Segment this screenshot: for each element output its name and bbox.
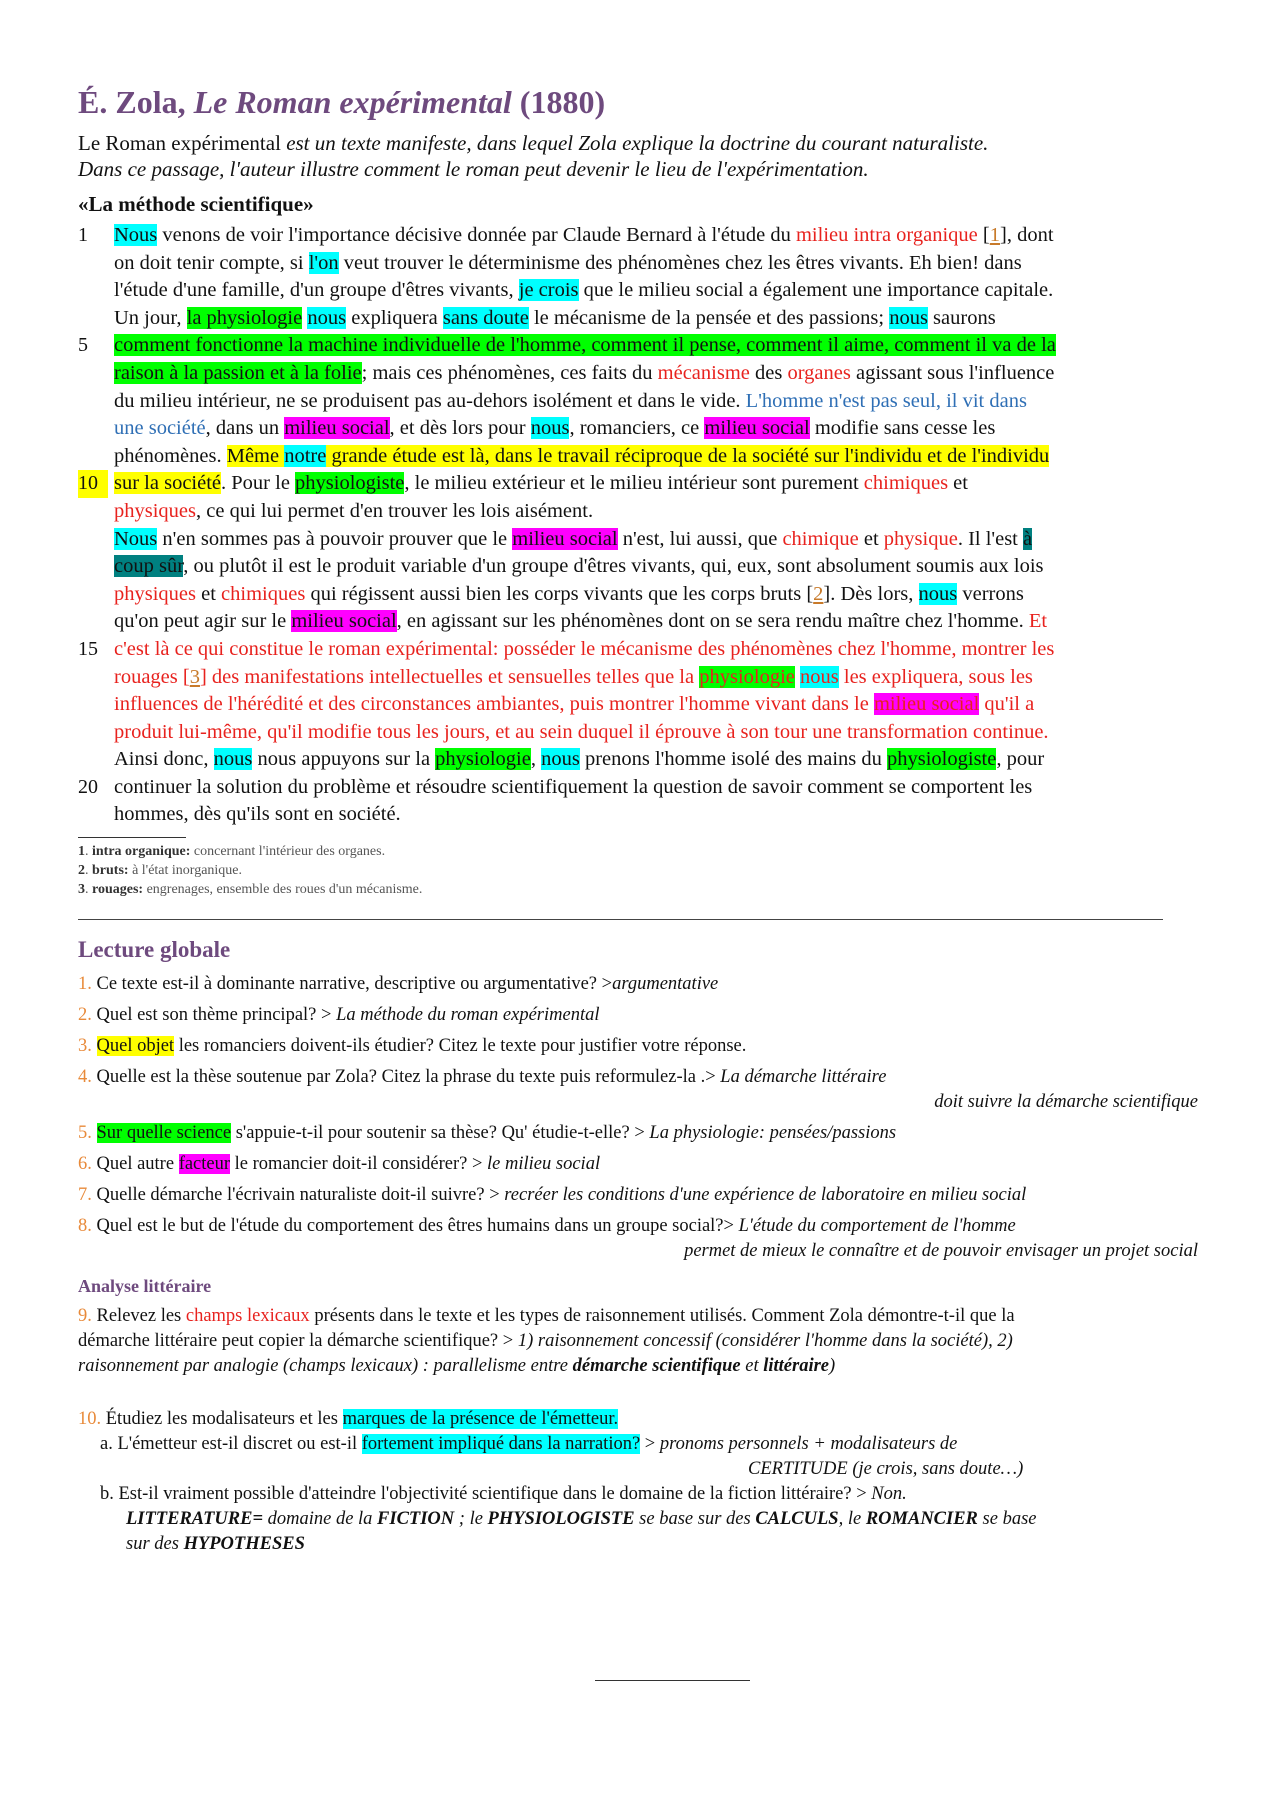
text-line: on doit tenir compte, si l'on veut trouver le déterminisme des phénomènes chez les êtres vivants. Eh bien! dans — [114, 251, 1022, 274]
section-title-analyse-litteraire: Analyse littéraire — [78, 1276, 212, 1297]
text-line: du milieu intérieur, ne se produisent pas au-dehors isolément et dans le vide. L'homme n'est pas seul, il vit dans — [114, 389, 1027, 412]
line-number: 15 — [78, 638, 98, 660]
end-divider — [595, 1680, 750, 1681]
text-line: Nous venons de voir l'importance décisive donnée par Claude Bernard à l'étude du milieu intra organique [1], dont — [114, 224, 1054, 246]
question-10b-answer: LITTERATURE= domaine de la FICTION ; le PHYSIOLOGISTE se base sur des CALCULS, le ROMANCIER se base — [126, 1509, 1037, 1530]
question-10: 10. Étudiez les modalisateurs et les marques de la présence de l'émetteur. a. L'émetteur est-il discret ou est-il fortement impliqué dans la narration? > pronoms personnels + modalisateurs de CERTITUDE (je crois, sans doute…) b. Est-il vraiment possible d'atteindre l'objectivité scientifique dans le domaine de la fiction littéraire? > Non. LITTERATURE= domaine de la FICTION ; le PHYSIOLOGISTE se base sur des CALCULS, le ROMANCIER se base sur des HYPOTHESES — [78, 1407, 1208, 1557]
line-number: 1 — [78, 224, 88, 246]
footnotes — [78, 842, 1208, 899]
text-line: une société, dans un milieu social, et dès lors pour nous, romanciers, ce milieu social modifie sans cesse les — [114, 417, 996, 440]
question-6: 6. Quel autre facteur le romancier doit-il considérer? > le milieu social — [78, 1154, 601, 1175]
question-9: 9. Relevez les champs lexicaux présents dans le texte et les types de raisonnement utilisés. Comment Zola démontre-t-il que la démarche littéraire peut copier la démarche scientifique? > 1) raisonnement concessif (considérer l'homme dans la société), 2) raisonnement par analogie (champs lexicaux) : parallelisme entre démarche scientifique et littéraire) — [78, 1306, 1015, 1377]
intro-paragraph: Le Roman expérimental est un texte manifeste, dans lequel Zola explique la doctrine du courant naturaliste. Dans ce passage, l'auteur illustre comment le roman peut devenir le lieu de l'expérimentation. — [78, 131, 989, 181]
document-page — [78, 82, 1208, 1557]
text-line: hommes, dès qu'ils sont en société. — [114, 803, 401, 826]
text-line: comment fonctionne la machine individuelle de l'homme, comment il pense, comment il aime, comment il va de la — [114, 334, 1056, 357]
text-line: Nous n'en sommes pas à pouvoir prouver que le milieu social n'est, lui aussi, que chimique et physique. Il l'est à — [114, 527, 1033, 550]
excerpt-title: «La méthode scientifique» — [78, 192, 314, 216]
text-line: phénomènes. Même notre grande étude est là, dans le travail réciproque de la société sur l'individu et de l'individu — [114, 444, 1050, 467]
question-7: 7. Quelle démarche l'écrivain naturaliste doit-il suivre? > recréer les conditions d'une expérience de laboratoire en milieu social — [78, 1185, 1027, 1206]
page-title: É. Zola, Le Roman expérimental (1880) — [78, 84, 606, 120]
footnote-link[interactable]: 2 — [813, 582, 824, 605]
text-line: raison à la passion et à la folie; mais ces phénomènes, ces faits du mécanisme des organes agissant sous l'influence — [114, 361, 1055, 384]
excerpt-text — [78, 222, 1208, 829]
question-2: 2. Quel est son thème principal? > La méthode du roman expérimental — [78, 1005, 600, 1026]
text-line: continuer la solution du problème et résoudre scientifiquement la question de savoir comment se comportent les — [114, 775, 1033, 798]
footnote-item: 1. intra organique: concernant l'intérieur des organes. — [78, 844, 386, 860]
footnote-item: 3. rouages: engrenages, ensemble des roues d'un mécanisme. — [78, 882, 423, 898]
text-line: physiques, ce qui lui permet d'en trouver les lois aisément. — [114, 499, 594, 522]
text-line: Un jour, la physiologie nous expliquera sans doute le mécanisme de la pensée et des passions; nous saurons — [114, 306, 996, 329]
question-1: 1. Ce texte est-il à dominante narrative, descriptive ou argumentative? >argumentative — [78, 974, 719, 995]
footnote-link[interactable]: 3 — [189, 665, 200, 688]
question-10b: b. Est-il vraiment possible d'atteindre l'objectivité scientifique dans le domaine de la fiction littéraire? > Non. — [100, 1484, 907, 1505]
question-4: 4. Quelle est la thèse soutenue par Zola? Citez la phrase du texte puis reformulez-la .> La démarche littéraire doit suivre la démarche scientifique — [78, 1067, 1198, 1113]
section-title-lecture-globale: Lecture globale — [78, 937, 231, 963]
question-8: 8. Quel est le but de l'étude du comportement des êtres humains dans un groupe social?> L'étude du comportement de l'homme permet de mieux le connaître et de pouvoir envisager un projet social — [78, 1216, 1198, 1262]
line-number: 5 — [78, 334, 88, 356]
question-5: 5. Sur quelle science s'appuie-t-il pour soutenir sa thèse? Qu' étudie-t-elle? > La physiologie: pensées/passions — [78, 1123, 897, 1144]
divider — [78, 837, 186, 838]
footnote-item: 2. bruts: à l'état inorganique. — [78, 863, 243, 879]
text-line: coup sûr, ou plutôt il est le produit variable d'un groupe d'êtres vivants, qui, eux, sont absolument soumis aux lois — [114, 555, 1044, 578]
line-number: 10 — [78, 470, 108, 498]
work-title: Le Roman expérimental — [193, 84, 512, 120]
divider — [78, 919, 1163, 920]
text-line: sur la société. Pour le physiologiste, le milieu extérieur et le milieu intérieur sont purement chimiques et — [114, 472, 968, 495]
footnote-link[interactable]: 1 — [989, 224, 1000, 246]
text-line: Ainsi donc, nous nous appuyons sur la physiologie, nous prenons l'homme isolé des mains du physiologiste, pour — [114, 748, 1045, 771]
text-line: influences de l'hérédité et des circonstances ambiantes, puis montrer l'homme vivant dans le milieu social qu'il a — [114, 693, 1035, 716]
text-line: rouages [3] des manifestations intellectuelles et sensuelles telles que la physiologie nous les expliquera, sous les — [114, 665, 1033, 688]
question-3: 3. Quel objet les romanciers doivent-ils étudier? Citez le texte pour justifier votre réponse. — [78, 1036, 747, 1057]
line-number: 20 — [78, 776, 98, 798]
question-10a: a. L'émetteur est-il discret ou est-il fortement impliqué dans la narration? > pronoms personnels + modalisateurs de — [100, 1434, 958, 1455]
text-line: physiques et chimiques qui régissent aussi bien les corps vivants que les corps bruts [2]. Dès lors, nous verrons — [114, 582, 1024, 605]
text-line: produit lui-même, qu'il modifie tous les jours, et au sein duquel il éprouve à son tour une transformation continue. — [114, 720, 1049, 743]
text-line: qu'on peut agir sur le milieu social, en agissant sur les phénomènes dont on se sera rendu maître chez l'homme. Et — [114, 610, 1048, 633]
text-line: l'étude d'une famille, d'un groupe d'êtres vivants, je crois que le milieu social a également une importance capitale. — [114, 279, 1054, 302]
text-line: c'est là ce qui constitue le roman expérimental: posséder le mécanisme des phénomènes chez l'homme, montrer les — [114, 637, 1055, 660]
